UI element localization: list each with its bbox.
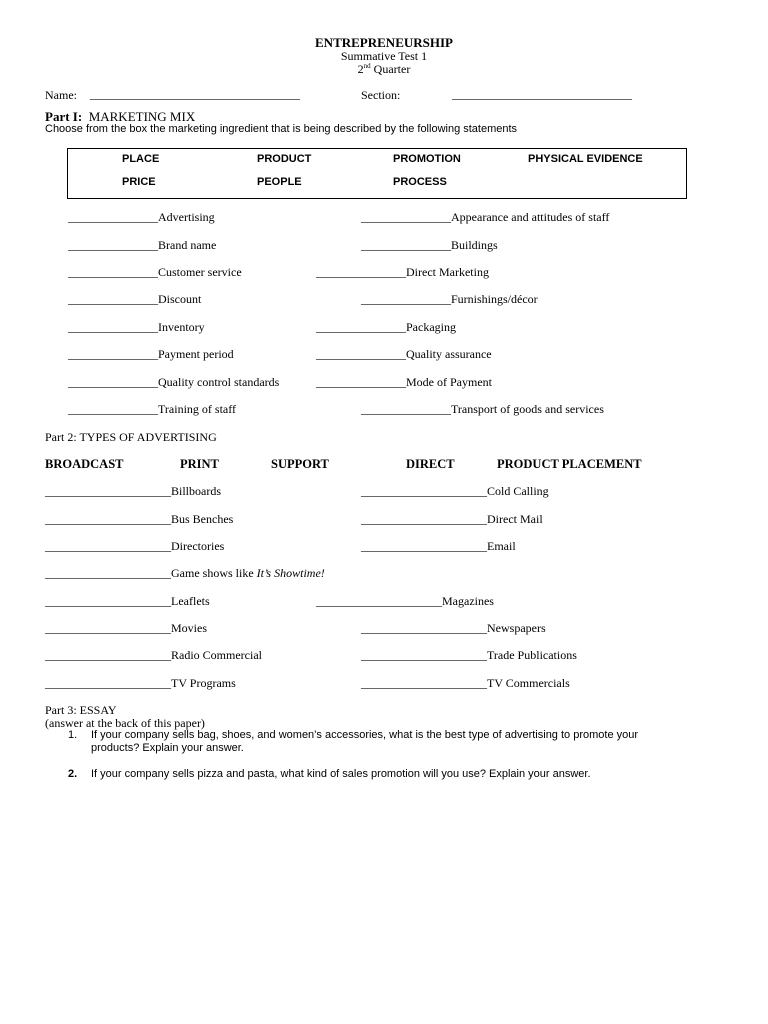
item-text: Packaging: [406, 320, 456, 334]
answer-blank[interactable]: _____________________: [45, 594, 171, 608]
answer-blank[interactable]: _____________________: [45, 621, 171, 635]
part3-note: (answer at the back of this paper): [45, 716, 205, 730]
quarter-suffix: nd: [363, 62, 371, 70]
p1-right-item: [361, 238, 498, 253]
item-text: Directories: [171, 539, 225, 553]
p1-right-item: [316, 265, 489, 280]
item-text: Customer service: [158, 265, 242, 279]
answer-blank[interactable]: _____________________: [45, 676, 171, 690]
p2-right-item: [361, 484, 549, 499]
quarter-word: Quarter: [370, 62, 411, 76]
answer-blank[interactable]: _______________: [68, 347, 158, 361]
p2-left-item: [45, 621, 207, 636]
p1-left-item: [68, 320, 205, 335]
part1-instructions: Choose from the box the marketing ingredient that is being described by the following statements: [45, 123, 518, 135]
item-text: Bus Benches: [171, 512, 234, 526]
answer-blank[interactable]: _____________________: [316, 594, 442, 608]
doc-subtitle: Summative Test 1: [340, 49, 428, 63]
p1-left-item: [68, 265, 242, 280]
answer-blank[interactable]: _______________: [68, 238, 158, 252]
name-label: Name:: [45, 88, 77, 102]
p1-right-item: [316, 347, 492, 362]
answer-blank[interactable]: _______________: [68, 320, 158, 334]
p2-left-item: [45, 539, 224, 554]
p2-right-item: [361, 539, 516, 554]
choice-people: PEOPLE: [257, 176, 302, 188]
answer-blank[interactable]: _______________: [361, 210, 451, 224]
part1-title: MARKETING MIX: [88, 109, 196, 124]
choice-process: PROCESS: [393, 176, 447, 188]
item-text: Advertising: [158, 210, 215, 224]
item-text: Mode of Payment: [406, 375, 492, 389]
answer-blank[interactable]: _____________________: [361, 484, 487, 498]
part1-label: Part I:: [45, 109, 83, 124]
p2-left-item: [45, 484, 221, 499]
category-product-placement: PRODUCT PLACEMENT: [497, 457, 642, 471]
item-text: Discount: [158, 292, 202, 306]
item-text: Newspapers: [487, 621, 546, 635]
category-direct: DIRECT: [406, 457, 455, 471]
essay-q2-number: 2.: [68, 768, 78, 780]
item-text: Transport of goods and services: [451, 402, 604, 416]
p1-left-item: [68, 292, 201, 307]
p2-right-item: [361, 676, 570, 691]
essay-q1-line1: If your company sells bag, shoes, and women’s accessories, what is the best type of advertising to promote your: [91, 729, 639, 741]
p1-left-item: [68, 238, 216, 253]
section-blank[interactable]: ______________________________: [452, 87, 632, 101]
answer-blank[interactable]: _______________: [68, 402, 158, 416]
section-label: Section:: [361, 88, 401, 102]
choice-place: PLACE: [122, 153, 160, 165]
item-text: Buildings: [451, 238, 498, 252]
item-text: Leaflets: [171, 594, 210, 608]
doc-quarter: [0, 62, 768, 77]
p2-right-item: [361, 621, 546, 636]
item-text: Furnishings/décor: [451, 292, 538, 306]
essay-q1-line2: products? Explain your answer.: [91, 742, 244, 754]
essay-q2-line1: If your company sells pizza and pasta, what kind of sales promotion will you use? Explain your answer.: [91, 768, 591, 780]
p2-left-item: [45, 676, 236, 691]
answer-blank[interactable]: _______________: [316, 265, 406, 279]
p1-right-item: [361, 292, 538, 307]
p2-left-item: [45, 512, 233, 527]
answer-blank[interactable]: _____________________: [45, 484, 171, 498]
p1-right-item: [316, 375, 492, 390]
answer-blank[interactable]: _____________________: [361, 648, 487, 662]
answer-blank[interactable]: _______________: [316, 320, 406, 334]
answer-blank[interactable]: _______________: [68, 265, 158, 279]
item-text: Magazines: [442, 594, 494, 608]
p1-right-item: [316, 320, 456, 335]
item-text: Brand name: [158, 238, 217, 252]
p1-left-item: [68, 402, 236, 417]
choice-physical-evidence: PHYSICAL EVIDENCE: [528, 153, 643, 165]
p1-left-item: [68, 375, 279, 390]
choice-price: PRICE: [122, 176, 156, 188]
p1-left-item: [68, 210, 215, 225]
answer-blank[interactable]: _______________: [361, 238, 451, 252]
item-text: Training of staff: [158, 402, 236, 416]
item-text: Cold Calling: [487, 484, 549, 498]
name-blank[interactable]: ___________________________________: [90, 87, 300, 101]
category-broadcast: BROADCAST: [45, 457, 124, 471]
answer-blank[interactable]: _______________: [68, 292, 158, 306]
answer-blank[interactable]: _______________: [361, 402, 451, 416]
quarter-number: 2: [357, 62, 364, 76]
item-text: Direct Marketing: [406, 265, 489, 279]
item-text: Appearance and attitudes of staff: [451, 210, 610, 224]
item-text: Movies: [171, 621, 207, 635]
item-text: Billboards: [171, 484, 221, 498]
answer-blank[interactable]: _____________________: [45, 539, 171, 553]
item-text: Direct Mail: [487, 512, 543, 526]
answer-blank[interactable]: _____________________: [361, 676, 487, 690]
answer-blank[interactable]: _____________________: [361, 512, 487, 526]
item-text: Trade Publications: [487, 648, 577, 662]
p2-right-item: [316, 594, 494, 609]
answer-blank[interactable]: _____________________: [361, 539, 487, 553]
essay-q1-number: 1.: [68, 729, 78, 741]
answer-blank[interactable]: _____________________: [45, 566, 171, 580]
answer-blank[interactable]: _______________: [68, 210, 158, 224]
choice-product: PRODUCT: [257, 153, 312, 165]
p2-left-item: [45, 594, 210, 609]
item-text: Quality assurance: [406, 347, 492, 361]
answer-blank[interactable]: _______________: [316, 347, 406, 361]
p2-right-item: [361, 648, 577, 663]
item-text: Game shows like: [171, 566, 257, 580]
p1-right-item: [361, 210, 609, 225]
p1-left-item: [68, 347, 234, 362]
item-text: Radio Commercial: [171, 648, 262, 662]
part3-heading: Part 3: ESSAY: [45, 703, 117, 717]
category-print: PRINT: [180, 457, 219, 471]
answer-blank[interactable]: _______________: [68, 375, 158, 389]
p2-left-item: [45, 648, 262, 663]
item-text: Email: [487, 539, 516, 553]
answer-blank[interactable]: _____________________: [45, 512, 171, 526]
choice-promotion: PROMOTION: [393, 153, 461, 165]
item-text: Quality control standards: [158, 375, 280, 389]
p2-left-item: [45, 566, 325, 581]
part2-heading: Part 2: TYPES OF ADVERTISING: [45, 430, 217, 444]
p2-right-item: [361, 512, 543, 527]
answer-blank[interactable]: _____________________: [361, 621, 487, 635]
item-text: Payment period: [158, 347, 234, 361]
answer-blank[interactable]: _______________: [316, 375, 406, 389]
answer-blank[interactable]: _______________: [361, 292, 451, 306]
item-text: Inventory: [158, 320, 205, 334]
answer-blank[interactable]: _____________________: [45, 648, 171, 662]
item-text-italic: It’s Showtime!: [256, 566, 325, 580]
p1-right-item: [361, 402, 604, 417]
doc-title: ENTREPRENEURSHIP: [315, 35, 453, 50]
item-text: TV Programs: [171, 676, 236, 690]
category-support: SUPPORT: [271, 457, 329, 471]
item-text: TV Commercials: [487, 676, 570, 690]
